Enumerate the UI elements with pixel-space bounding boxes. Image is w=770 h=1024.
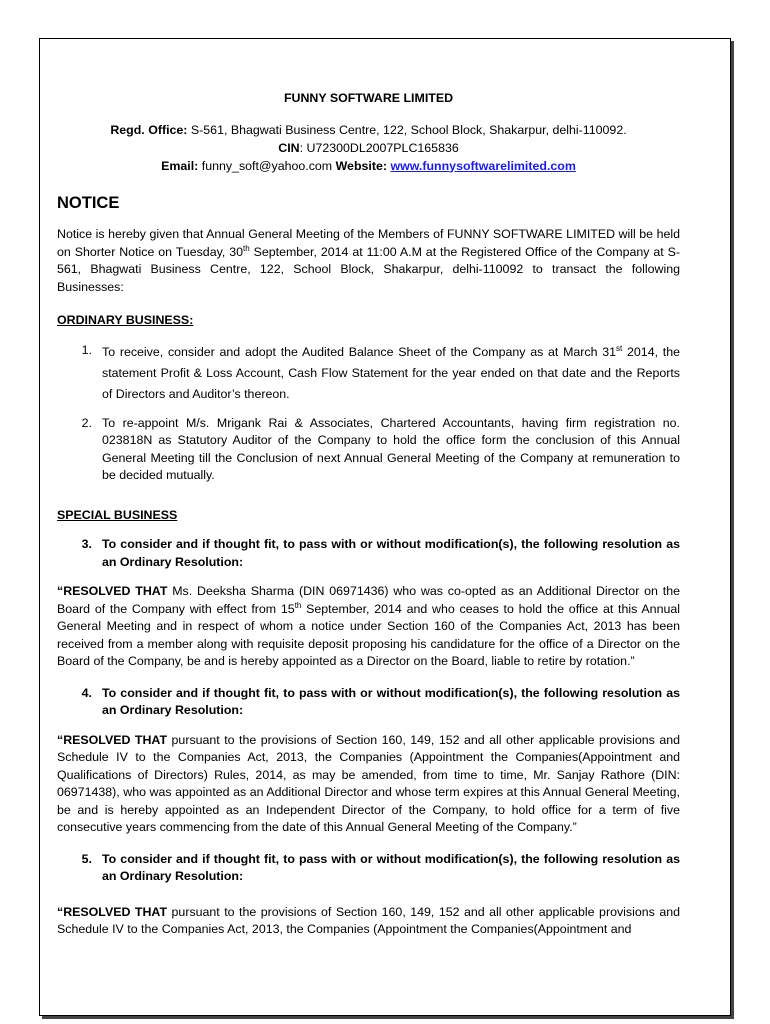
- intro-text-1: Notice is hereby given that Annual General Meeting of the Members of FUNNY SOFTWARE LIMITED will be held on Shorter Notice on Tuesday, 30: [57, 227, 680, 259]
- item1-sup: st: [616, 343, 623, 353]
- resolved-that-label: “RESOLVED THAT: [57, 904, 168, 919]
- list-item: [57, 415, 680, 485]
- registered-office-line: [57, 121, 680, 139]
- list-item: [57, 685, 680, 720]
- special-business-heading: SPECIAL BUSINESS: [57, 507, 178, 522]
- contact-line: [57, 157, 680, 175]
- resolution-paragraph: [57, 583, 680, 671]
- intro-sup: th: [243, 243, 250, 253]
- resolved-that-label: “RESOLVED THAT: [57, 732, 168, 747]
- item1-text-2: 2014, the statement Profit & Loss Account, Cash Flow Statement for the year ended on that date and the Reports of Directors and Auditor’s thereon.: [102, 344, 680, 401]
- ordinary-business-heading: ORDINARY BUSINESS:: [57, 313, 194, 327]
- regd-office-value: S-561, Bhagwati Business Centre, 122, School Block, Shakarpur, delhi-110092.: [190, 122, 627, 137]
- resolved-that-label: “RESOLVED THAT: [57, 584, 168, 598]
- item-text: To re-appoint M/s. Mrigank Rai & Associates, Chartered Accountants, having firm registration no. 023818N as Statutory Auditor of the Company to hold the office form the conclusion of this Annual General Meeting till the Conclusion of next Annual General Meeting of the Company at remuneration to be decided mutually.: [102, 415, 680, 482]
- resolution5-text: pursuant to the provisions of Section 160, 149, 152 and all other applicable provisions and Schedule IV to the Companies Act, 2013, the Companies (Appointment the Companies(Appointment and: [57, 904, 680, 936]
- item-number: 1.: [81, 342, 92, 357]
- resolution4-text: pursuant to the provisions of Section 160, 149, 152 and all other applicable provisions and Schedule IV to the Companies Act, 2013, the Companies (Appointment the Companies(Appointment and Qualifications of Directors) Rules, 2014, as may be amended, from time to time, Mr. Sanjay Rathore (DIN: 06971438), who was appointed as an Additional Director and whose term expires at this Annual General Meeting, be and is hereby appointed as an Independent Director of the Company, to hold office for a term of five consecutive years commencing from the date of this Annual General Meeting of the Company.”: [57, 732, 680, 834]
- company-name: FUNNY SOFTWARE LIMITED: [283, 91, 454, 105]
- resolution3-text-1: Ms. Deeksha Sharma (DIN 06971436) who was co-opted as an Additional Director on the Board of the Company with effect from 15: [57, 584, 680, 616]
- intro-text-2: September, 2014 at 11:00 A.M at the Registered Office of the Company at S-561, Bhagwati Business Centre, 122, School Block, Shakarpur, delhi-110092 to transact the following Businesses:: [57, 244, 680, 294]
- cin-value: : U72300DL2007PLC165836: [299, 140, 459, 155]
- cin-line: [57, 139, 680, 157]
- item-text: To consider and if thought fit, to pass with or without modification(s), the following resolution as an Ordinary Resolution:: [102, 685, 680, 717]
- regd-office-label: Regd. Office:: [110, 122, 188, 137]
- resolution3-sup: th: [294, 600, 302, 610]
- email-label: Email:: [161, 158, 199, 173]
- notice-document: [57, 90, 680, 953]
- email-value: funny_soft@yahoo.com: [201, 158, 333, 173]
- item-number: 3.: [81, 537, 92, 551]
- item-number: 5.: [81, 851, 92, 866]
- item-number: 2.: [81, 415, 92, 430]
- notice-title: NOTICE: [57, 193, 120, 212]
- resolution-paragraph: [57, 904, 680, 939]
- list-item: [57, 536, 680, 571]
- item1-text-1: To receive, consider and adopt the Audited Balance Sheet of the Company as at March 31: [102, 344, 617, 359]
- list-item: [57, 342, 680, 405]
- item-number: 4.: [81, 685, 92, 700]
- website-link[interactable]: www.funnysoftwarelimited.com: [390, 158, 576, 173]
- item-text: To consider and if thought fit, to pass with or without modification(s), the following resolution as an Ordinary Resolution:: [102, 851, 680, 883]
- intro-paragraph: [57, 226, 680, 296]
- resolution-paragraph: [57, 732, 680, 837]
- list-item: [57, 851, 680, 886]
- item-text: To consider and if thought fit, to pass with or without modification(s), the following resolution as an Ordinary Resolution:: [102, 537, 680, 569]
- cin-label: CIN: [278, 140, 300, 155]
- resolution3-text-2: September, 2014 and who ceases to hold the office at this Annual General Meeting and in respect of whom a notice under Section 160 of the Companies Act, 2013 has been received from a member along with requisite deposit proposing his candidature for the office of a Director on the Board of the Company, be and is hereby appointed as a Director on the Board, liable to retire by rotation.”: [57, 601, 681, 668]
- website-label: Website:: [335, 158, 387, 173]
- item-text: [102, 342, 680, 405]
